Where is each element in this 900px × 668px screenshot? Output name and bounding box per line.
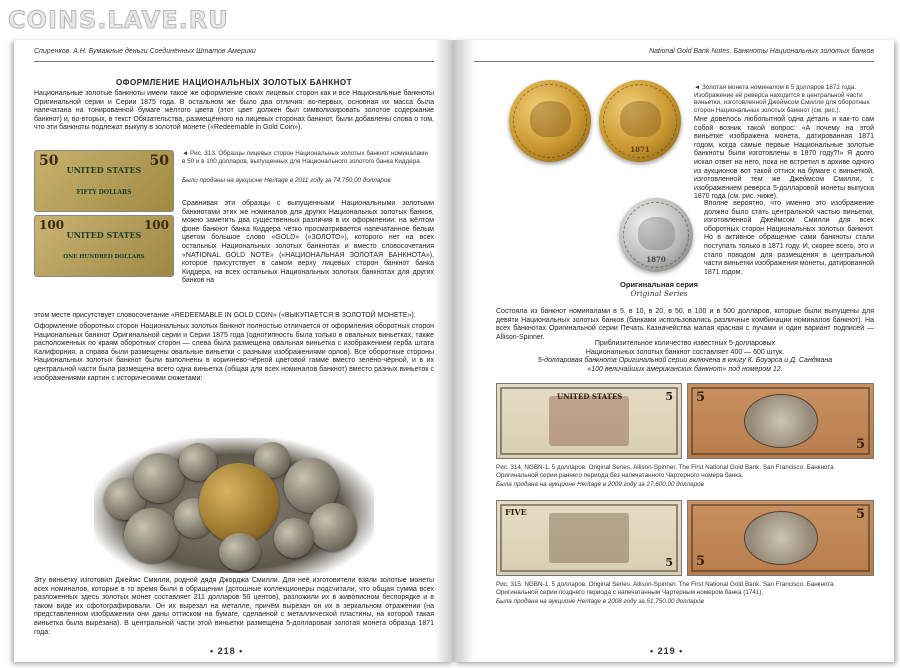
series-heading-en: Original Series (630, 289, 688, 298)
right-page-number: • 219 • (650, 646, 684, 656)
figure-314-sold (496, 481, 874, 489)
book-spread (14, 40, 894, 662)
figure-314-caption: Рис. 314. NGBN-1. 5 долларов. Original Series. Allison-Spinner. The First National Gold Bank. San Francisco. Банкнота Оригинальной серии раннего периода без напечатанного Чартерного номера банка. (496, 464, 834, 479)
right-running-header: National Gold Bank Notes. Банкноты Национальных золотых банков (474, 48, 874, 62)
left-paragraph-4: Эту виньетку изготовил Джеймс Смилли, родной дядя Джорджа Смилли. Для неё изготовители взяли золотые монеты всех номиналов, которые в то время были в обращении (дотошные коллекционеры подсчитали, что общая сумма всех разложенных здесь золотых монет составляет 211 долларов 50 центов), разложили их в живописном беспорядке и в таком виде их сфотографировали. Он их вырезал на металле, причём вырезан он их в зеркальном отражении (на представленном изображении они даны оттиском на бумаге, сделанной с металлической пластины, на которой такая виньетка была вырезана). В центральной части этой виньетки размещена 5-долларовая золотая монета образца 1871 года: (34, 577, 434, 636)
section-title: ОФОРМЛЕНИЕ НАЦИОНАЛЬНЫХ ЗОЛОТЫХ БАНКНОТ (115, 78, 353, 87)
series-heading (494, 280, 824, 298)
book-line-2: «100 величайших американских банкнот» под номером 12. (587, 365, 783, 373)
banknote-314-back: 5 5 (687, 383, 874, 459)
left-paragraph-3: Оформление оборотных сторон Национальных золотых банкнот полностью отличается от оформления оборотных сторон Национальных банкнот Оригинальной серии и Серии 1875 года (однотипность была только в овальных виньетках, также расположенных по краям оборотных сторон — слева была размещена овальная виньетка с изображением герба штата Калифорния, а справа были размещены овальные виньетки с разными изображениями орлов). Все оборотные стороны Национальных золотых банкнот были выполнены в коричнево-чёрной цветовой гамме вместо зелёно-чёрной, и в их центральной части была размещена всего одна виньетка (общая для всех номиналов банкнот) вместо разных виньеток с изображениями картин с историческими сюжетами: (34, 323, 435, 382)
right-paragraph-1: Мне довелось любопытной одна деталь и как-то сам собой возник такой вопрос: «А почему на этой виньетке изображена монета, датированная 1871 годом, когда самые первые Национальные золотые банкноты были изготовлены в 1870 году?!» Я долго искал ответ на него, пока не встретил в архиве одного из аукционов вот такой оттиск на бумаге с виньеткой, изготовленной тем же Джеймсом Смилли, с изображением реверса 5-долларовой монеты выпуска 1870 года (см. рис. ниже). (694, 116, 874, 201)
silver-coin-year: 1870 (646, 255, 666, 264)
left-paragraph-2: Сравнивая эти образцы с выпущенными Национальными золотыми банкнотами этих же номиналов для других Национальных золотых банков, можно заметить два существенных различия в их оформлении: на жёлтом фоне банкнот банка Киддера чётко просматривается напечатанное белым цветом большое слово «GOLD» («ЗОЛОТО»), которого нет на всех остальных Национальных золотых банкнотах и вместо словосочетания «NATIONAL GOLD NOTE» («НАЦИОНАЛЬНАЯ ЗОЛОТАЯ БАНКНОТА»), которое присутствует в самом верху лицевых сторон банкнот банка Киддера, на всех остальных Национальных золотых банкнотах для других банков на (182, 200, 434, 285)
left-paragraph-2-continued: этом месте присутствует словосочетание «REDEEMABLE IN GOLD COIN» («ВЫКУПАЕТСЯ В ЗОЛОТОЙ МОНЕТЕ»). (34, 312, 416, 319)
figure-313-sold (182, 177, 432, 185)
gold-coin-reverse (599, 80, 681, 162)
right-page (454, 40, 894, 662)
banknote-50: 50 50 UNITED STATES FIFTY DOLLARS (34, 150, 174, 212)
gold-coin-year: 1871 (630, 145, 650, 154)
count-block (496, 340, 874, 374)
right-paragraph-2: Вполне вероятно, что именно это изображение должно было стать центральной частью виньетки, изготовленной Джеймсом Смилли для всех оборотных сторон Национальных золотых банкнот. Но в активное обращение сами банкноты стали поступать только в 1871 году. И, скорее всего, это и стало поводом для размещения в центральной части виньетки изображения монеты, датированной 1871 годом. (704, 200, 874, 276)
left-running-header: Спиренков. А.Н. Бумажные деньги Соединённых Штатов Америки (34, 48, 434, 62)
left-page-number: • 218 • (210, 646, 244, 656)
banknote-315-back: 5 5 (687, 500, 874, 576)
banknote-100: 100 100 UNITED STATES ONE HUNDRED DOLLARS (34, 215, 174, 277)
banknote-315-front: FIVE 5 (496, 500, 682, 576)
coin-caption: ◄ Золотая монета номиналом в 5 долларов 1871 года. Изображение её реверса находится в центральной части виньетки, изготовленной Джеймсом Смилли для оборотных сторон Национальных золотых банкнот (см. рис.). (694, 84, 870, 114)
gold-coin-obverse (509, 80, 591, 162)
banknote-314-front: 5 UNITED STATES (496, 383, 682, 459)
left-page (14, 40, 454, 662)
count-line-2: Национальных золотых банкнот составляет 400 — 600 штук. (585, 348, 785, 356)
figure-313-sold-text: Были проданы на аукционе Heritage в 2011 году за 74,750.00 долларов (182, 177, 391, 184)
right-paragraph-1-tail (496, 178, 874, 195)
book-gutter-shadow (434, 40, 474, 662)
count-line-1: Приблизительное количество известных 5-долларовых (594, 340, 776, 347)
right-paragraph-3: Состояла из банкнот номиналами в 5, в 10, в 20, в 50, в 100 и в 500 долларов, которые были выпущены для девяти Национальных золотых банков (банками использовались различные комбинации номиналов банкнот). На всех банкнотах Оригинальной серии Печать Казначейства малая красная с лучами и один вариант подписей — Allison-Spinner. (496, 308, 874, 341)
figure-315-sold (496, 598, 874, 606)
book-line-1: 5-долларовая банкнота Оригинальной серии включена в книгу К. Боуэрса и Д. Сандмана (537, 357, 833, 365)
series-heading-ru: Оригинальная серия (620, 280, 698, 289)
figure-315-sold-text: Была продана на аукционе Heritage в 2008 году за 51,750.00 долларов (496, 598, 704, 605)
watermark: COINS.LAVE.RU (8, 6, 229, 34)
figure-313-caption: ◄ Рис. 313. Образцы лицевых сторон Национальных золотых банкнот номиналами в 50 и в 100 долларов, выпущенных для Национального золотого банка Киддера. (182, 150, 428, 165)
left-paragraph-1: Национальные золотые банкноты имели такое же оформление своих лицевых сторон как и все Национальные банкноты Оригинальной серии и Серии 1875 года. В остальном же было два отличия: во-первых, основная их масса была напечатана на тонированной бумаге жёлтого цвета (этот цвет должен был символизировать золотое содержание банкнот) и, во-вторых, в текст Обязательства, размещённого на лицевых сторонах банкнот, были добавлены слова о том, что эти банкноты подлежат выкупу в золотой монете («Redeemable in Gold Coin»). (34, 90, 434, 132)
figure-314-sold-text: Была продана на аукционе Heritage в 2009 году за 27,600.00 долларов (496, 481, 704, 488)
coin-pile-vignette (94, 438, 374, 573)
figure-315-caption: Рис. 315. NGBN-1. 5 долларов. Original Series. Allison-Spinner. The First National Gold Bank. San Francisco. Банкнота Оригинальной серии позднего периода с напечатанным Чартерным номером банка (1741). (496, 581, 834, 596)
silver-proof-coin (619, 198, 693, 272)
